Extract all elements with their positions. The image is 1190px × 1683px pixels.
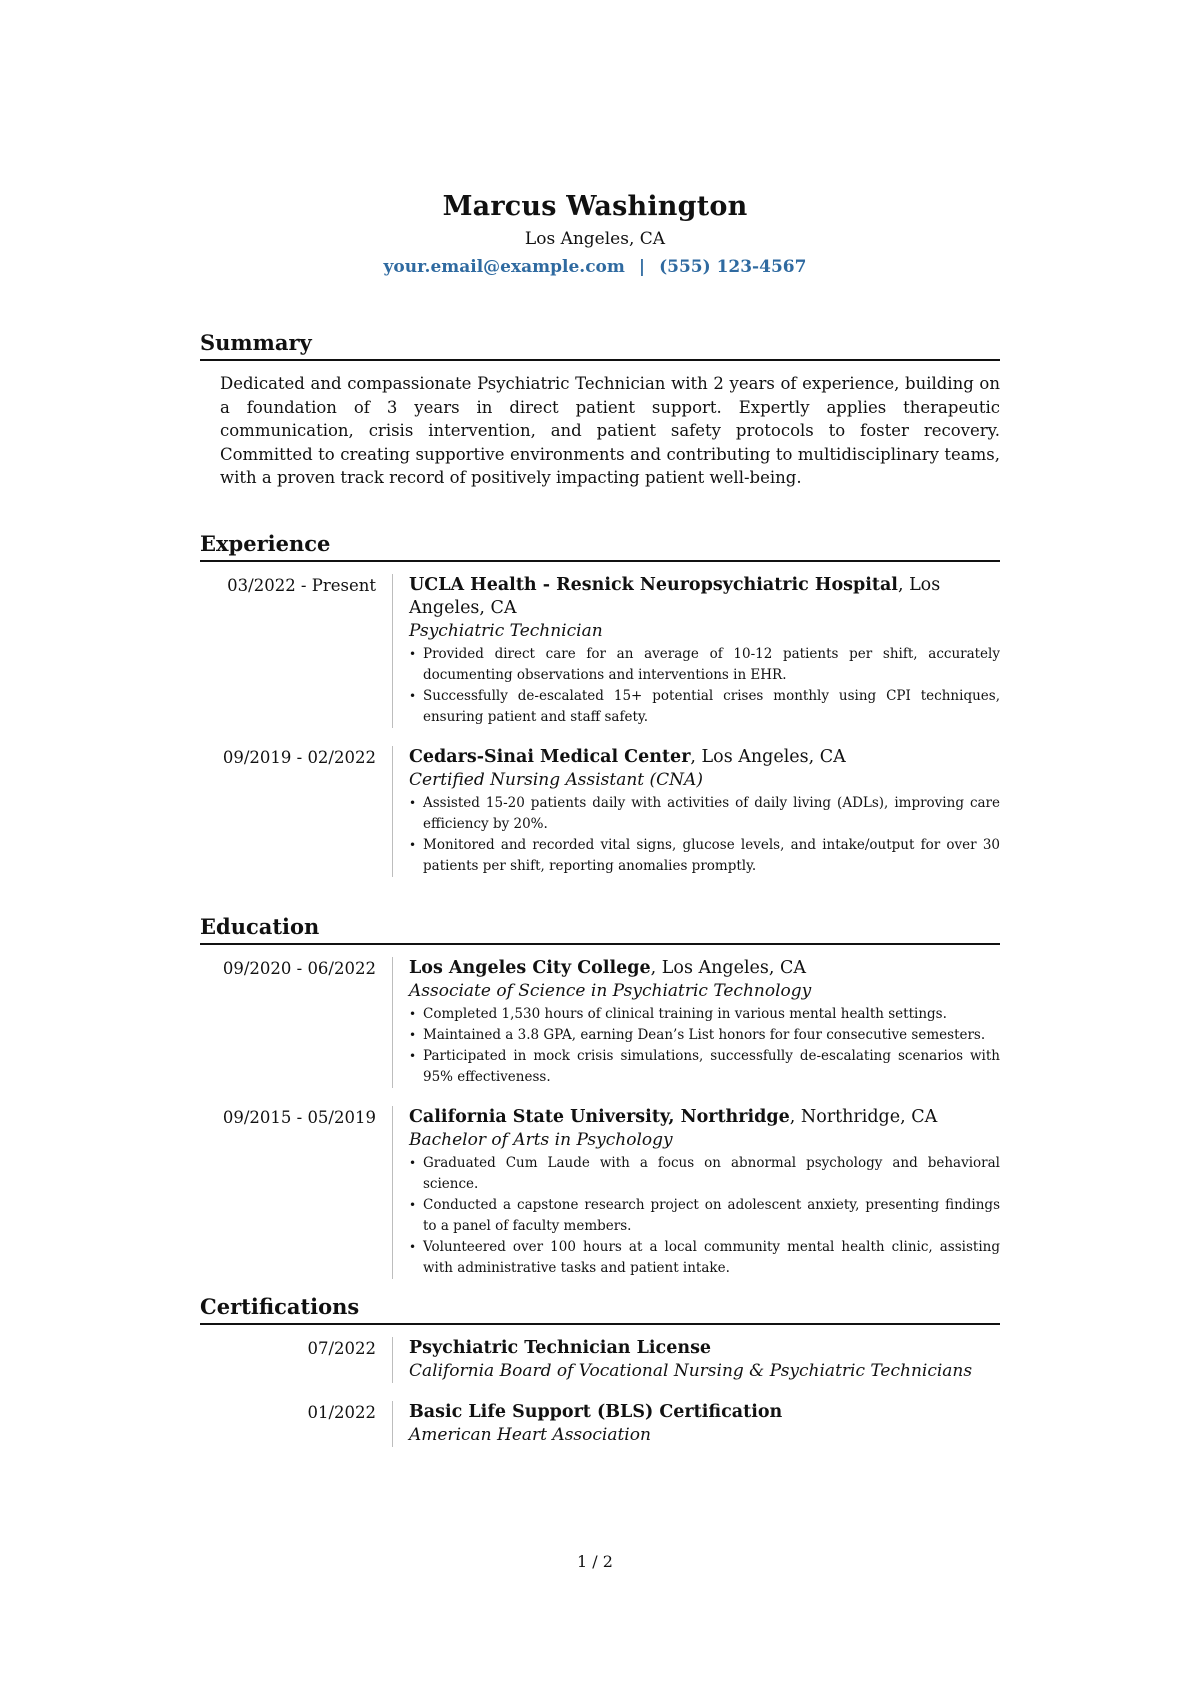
entry-heading — [409, 1106, 1000, 1129]
contact-separator: | — [638, 257, 646, 277]
entry-role: Certified Nursing Assistant (CNA) — [409, 770, 703, 790]
experience-entry — [200, 574, 1000, 728]
bullet-item: • Assisted 15-20 patients daily with activities of daily living (ADLs), improving care efficiency by 20%. — [409, 793, 1000, 835]
education-entry — [200, 1106, 1000, 1279]
section-title-summary: Summary — [200, 330, 1000, 361]
education-section — [200, 914, 1000, 1279]
bullet-item: • Maintained a 3.8 GPA, earning Dean’s List honors for four consecutive semesters. — [409, 1025, 1000, 1046]
entry-body — [392, 1106, 1000, 1279]
section-title-experience: Experience — [200, 531, 1000, 562]
entry-role: Psychiatric Technician — [409, 621, 603, 641]
contact-line — [0, 256, 1190, 278]
entry-date: 09/2020 - 06/2022 — [222, 959, 376, 978]
entry-date: 03/2022 - Present — [227, 576, 376, 595]
entry-date: 07/2022 — [307, 1339, 376, 1358]
certification-entry — [200, 1401, 1000, 1447]
email-link[interactable]: your.email@example.com — [383, 257, 625, 277]
entry-degree: Associate of Science in Psychiatric Technology — [409, 981, 812, 1001]
experience-section — [200, 531, 1000, 877]
entry-bullets — [409, 1153, 1000, 1279]
entry-bullets — [409, 793, 1000, 877]
entry-date: 09/2015 - 05/2019 — [222, 1108, 376, 1127]
summary-text: Dedicated and compassionate Psychiatric Technician with 2 years of experience, building on a foundation of 3 years in direct patient support. Expertly applies therapeutic communication, crisis intervention, and patient safety protocols to foster recovery. Committed to creating supportive environments and contributing to multidisciplinary teams, with a proven track record of positively impacting patient well-being. — [220, 374, 1000, 487]
entry-bullets — [409, 644, 1000, 728]
entry-body — [392, 1401, 1000, 1447]
resume-header — [0, 190, 1190, 278]
entry-org: Cedars-Sinai Medical Center — [409, 747, 691, 767]
entry-body — [392, 574, 1000, 728]
entry-heading — [409, 957, 1000, 980]
entry-heading — [409, 574, 1000, 620]
candidate-name: Marcus Washington — [442, 191, 748, 222]
entry-heading — [409, 746, 1000, 769]
experience-entry — [200, 746, 1000, 877]
section-title-education: Education — [200, 914, 1000, 945]
entry-org: UCLA Health - Resnick Neuropsychiatric Hospital — [409, 575, 898, 595]
cert-name: Psychiatric Technician License — [409, 1338, 712, 1358]
bullet-item: • Conducted a capstone research project on adolescent anxiety, presenting findings to a panel of faculty members. — [409, 1195, 1000, 1237]
entry-date: 01/2022 — [307, 1403, 376, 1422]
section-title-certifications: Certifications — [200, 1294, 1000, 1325]
education-entry — [200, 957, 1000, 1088]
entry-org: Los Angeles City College — [409, 958, 651, 978]
entry-location: , Los Angeles, CA — [650, 958, 807, 978]
entry-body — [392, 1337, 1000, 1383]
entry-degree: Bachelor of Arts in Psychology — [409, 1130, 673, 1150]
entry-body — [392, 957, 1000, 1088]
bullet-item: • Successfully de-escalated 15+ potential crises monthly using CPI techniques, ensuring patient and staff safety. — [409, 686, 1000, 728]
entry-date: 09/2019 - 02/2022 — [222, 748, 376, 767]
cert-name: Basic Life Support (BLS) Certification — [409, 1402, 783, 1422]
bullet-item: • Completed 1,530 hours of clinical training in various mental health settings. — [409, 1004, 1000, 1025]
bullet-item: • Graduated Cum Laude with a focus on abnormal psychology and behavioral science. — [409, 1153, 1000, 1195]
entry-org: California State University, Northridge — [409, 1107, 790, 1127]
cert-issuer: California Board of Vocational Nursing & Psychiatric Technicians — [409, 1361, 973, 1381]
summary-section — [200, 330, 1000, 490]
entry-body — [392, 746, 1000, 877]
entry-location: , Northridge, CA — [789, 1107, 938, 1127]
entry-bullets — [409, 1004, 1000, 1088]
cert-issuer: American Heart Association — [409, 1425, 651, 1445]
page-number: 1 / 2 — [577, 1552, 613, 1571]
bullet-item: • Monitored and recorded vital signs, glucose levels, and intake/output for over 30 patients per shift, reporting anomalies promptly. — [409, 835, 1000, 877]
certifications-section — [200, 1294, 1000, 1447]
certification-entry — [200, 1337, 1000, 1383]
entry-location: , Los Angeles, CA — [409, 575, 941, 618]
phone-link[interactable]: (555) 123-4567 — [659, 257, 807, 277]
bullet-item: • Provided direct care for an average of 10-12 patients per shift, accurately documenting observations and interventions in EHR. — [409, 644, 1000, 686]
entry-location: , Los Angeles, CA — [690, 747, 846, 767]
candidate-location: Los Angeles, CA — [524, 229, 666, 249]
bullet-item: • Participated in mock crisis simulations, successfully de-escalating scenarios with 95% effectiveness. — [409, 1046, 1000, 1088]
bullet-item: • Volunteered over 100 hours at a local community mental health clinic, assisting with administrative tasks and patient intake. — [409, 1237, 1000, 1279]
